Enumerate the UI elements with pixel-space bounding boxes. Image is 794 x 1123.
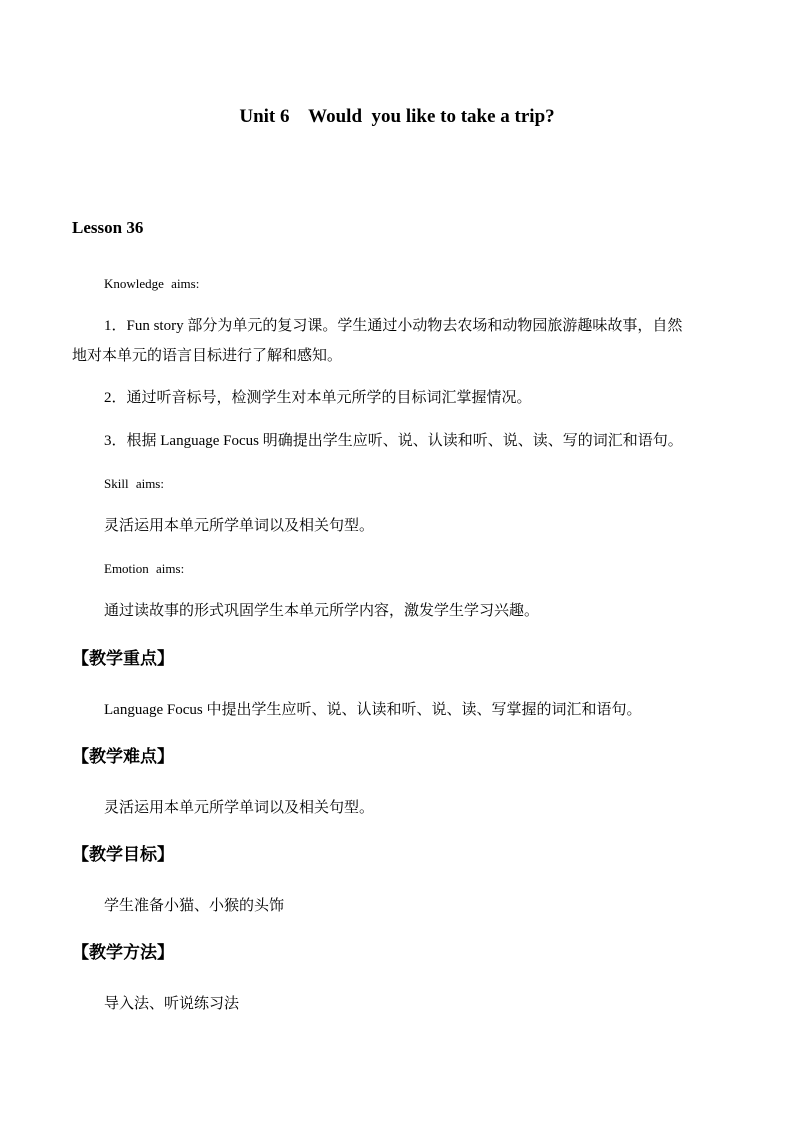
knowledge-aims-label: Knowledge aims: <box>104 276 200 291</box>
knowledge-item-1-line-1: 1．Fun story 部分为单元的复习课。学生通过小动物去农场和动物园旅游趣味故事，自然 <box>104 318 683 334</box>
skill-aims-label: Skill aims: <box>104 476 164 491</box>
objectives-heading: 【教学目标】 <box>72 845 174 864</box>
methods-text: 导入法、听说练习法 <box>104 996 240 1012</box>
knowledge-item-2: 2．通过听音标号，检测学生对本单元所学的目标词汇掌握情况。 <box>104 390 532 406</box>
methods-heading: 【教学方法】 <box>72 943 174 962</box>
emotion-aims-text: 通过读故事的形式巩固学生本单元所学内容，激发学生学习兴趣。 <box>104 603 540 619</box>
difficult-points-heading: 【教学难点】 <box>72 747 174 766</box>
key-points-text: Language Focus 中提出学生应听、说、认读和听、说、读、写掌握的词汇和语句。 <box>104 702 642 718</box>
knowledge-item-1-line-2: 地对本单元的语言目标进行了解和感知。 <box>72 348 343 364</box>
objectives-text: 学生准备小猫、小猴的头饰 <box>104 898 285 914</box>
lesson-label: Lesson 36 <box>72 218 144 237</box>
knowledge-item-3: 3．根据 Language Focus 明确提出学生应听、说、认读和听、说、读、写的词汇和语句。 <box>104 433 683 449</box>
page-title: Unit 6 Would you like to take a trip? <box>239 106 555 127</box>
key-points-heading: 【教学重点】 <box>72 649 174 668</box>
skill-aims-text: 灵活运用本单元所学单词以及相关句型。 <box>104 518 375 534</box>
difficult-points-text: 灵活运用本单元所学单词以及相关句型。 <box>104 800 375 816</box>
emotion-aims-label: Emotion aims: <box>104 561 185 576</box>
